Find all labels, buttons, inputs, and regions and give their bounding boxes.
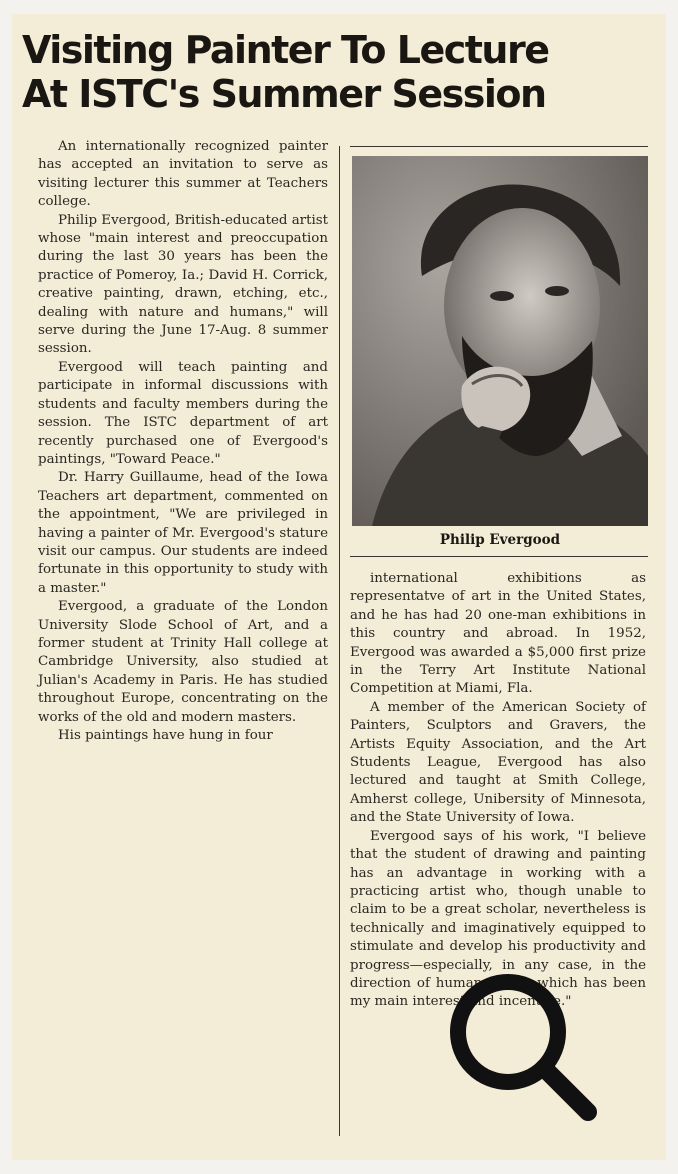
article-paragraph: Dr. Harry Guillaume, head of the Iowa Teachers art department, commented on the appointment, "We are privileged in having a painter of Mr. Evergood's stature visit our campus. Our students are indeed fortunate in this opportunity to study with a master.": [38, 470, 328, 596]
caption-rule: [350, 556, 648, 557]
column-divider: [339, 146, 340, 1136]
article-paragraph: His paintings have hung in four: [58, 728, 273, 743]
article-paragraph: Evergood says of his work, "I believe that the student of drawing and painting has an advantage in working with a practicing artist who, though unable to claim to be a great scholar, nevertheless is technically and imaginatively equipped to stimulate and develop his productivity and progress—especially, in any case, in the direction of human values which has been my main interest and incentive.": [350, 828, 646, 1010]
article-paragraph: A member of the American Society of Painters, Sculptors and Gravers, the Artists Equity Association, and the Art Students League, Evergood has also lectured and taught at Smith College, Amherst college, Unibersity of Minnesota, and the State University of Iowa.: [350, 699, 646, 826]
article-paragraph: international exhibitions as representatve of art in the United States, and he has had 20 one-man exhibitions in this country and abroad. In 1952, Evergood was awarded a $5,000 first prize in the Terry Art Institute National Competition at Miami, Fla.: [350, 571, 646, 697]
article-column-left: [38, 138, 328, 745]
headline-line-1: Visiting Painter To Lecture: [22, 28, 549, 72]
article-paragraph: Evergood will teach painting and participate in informal discussions with students and faculty members during the session. The ISTC department of art recently purchased one of Evergood's paintings, "Toward Peace.": [38, 359, 328, 467]
portrait-illustration: [352, 156, 648, 526]
article-paragraph: An internationally recognized painter has accepted an invitation to serve as visiting lecturer this summer at Teachers college.: [38, 139, 328, 210]
article-paragraph: Evergood, a graduate of the London University Slode School of Art, and a former student at Trinity Hall college at Cambridge University, also studied at Julian's Academy in Paris. He has studied throughout Europe, concentrating on the works of the old and modern masters.: [38, 599, 328, 725]
magnifier-icon[interactable]: [438, 964, 608, 1134]
photo-top-rule: [350, 146, 648, 147]
headline-line-2: At ISTC's Summer Session: [22, 72, 546, 116]
photo-caption: Philip Evergood: [439, 532, 561, 548]
portrait-photo: [352, 156, 648, 526]
article-column-right: [350, 570, 646, 1012]
headline: [22, 28, 642, 116]
article-paragraph: Philip Evergood, British-educated artist whose "main interest and preoccupation during the last 30 years has been the practice of Pomeroy, Ia.; David H. Corrick, creative painting, drawn, etching, etc., dealing with nature and humans," will serve during the June 17-Aug. 8 summer session.: [38, 212, 329, 357]
